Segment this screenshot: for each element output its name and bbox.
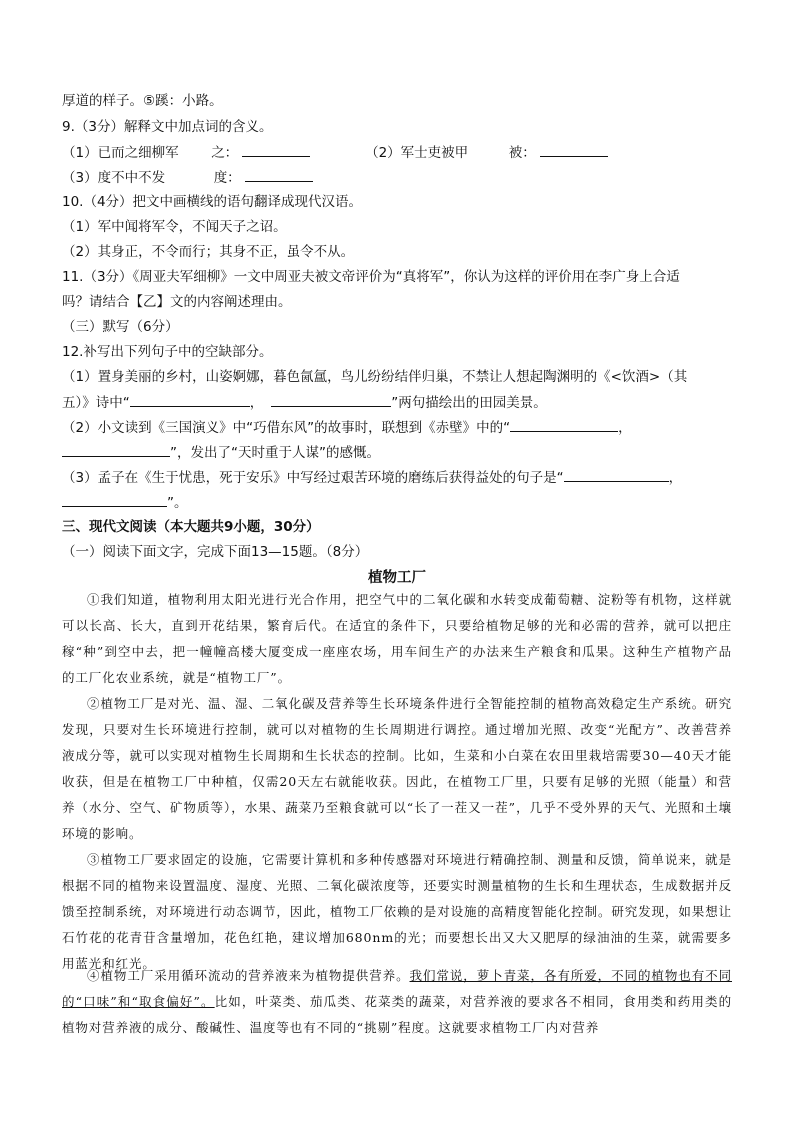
question-10-item-1: （1）军中闻将军令，不闻天子之诏。 (62, 219, 287, 235)
q9-item-1: （1）已而之细柳军 (62, 145, 179, 161)
article-paragraph-3: ③植物工厂要求固定的设施，它需要计算机和多种传感器对环境进行精确控制、测量和反馈，简单说来，就是根据不同的植物来设置温度、湿度、光照、二氧化碳浓度等，还要实时测量植物的生长和生理状态，生成数据并反馈至控制系统，对环境进行动态调节，因此，植物工厂依赖的是对设施的高精度智能化控制。研究发现，如果想让石竹花的花青苷含量增加，花色红艳，建议增加680nm的光；而要想长出又大又肥厚的绿油油的生菜，就需要多用蓝光和红光。 (62, 852, 733, 971)
question-12: 12.补写出下列句子中的空缺部分。 (62, 344, 273, 360)
article-paragraph-4: ④植物工厂采用循环流动的营养液来为植物提供营养。我们常说，萝卜青菜，各有所爱，不同的植物也有不同的“口味”和“取食偏好”。比如，叶菜类、茄瓜类、花菜类的蔬菜，对营养液的要求各不相同，食用类和药用类的植物对营养液的成分、酸碱性、温度等也有不同的“挑剔”程度。这就要求植物工厂内对营养 (62, 968, 733, 1035)
question-10-item-2: （2）其身正，不令而行；其身不正，虽令不从。 (62, 244, 355, 260)
question-9-items-row1 (62, 142, 608, 163)
question-11-line2: 吗？请结合【乙】文的内容阐述理由。 (62, 294, 292, 310)
part-3-title: 三、现代文阅读（本大题共9小题，30分） (62, 519, 320, 535)
underlined-sentence: 我们常说，萝卜青菜，各有所爱，不同的植物也有不同的“口味”和“取食偏好”。 (62, 968, 732, 1009)
answer-blank[interactable] (510, 417, 618, 432)
q9-item-2-label: 被： (508, 145, 536, 161)
q9-item-3-label: 度： (213, 170, 241, 186)
answer-blank[interactable] (130, 392, 250, 407)
question-11-line1: 11.（3分）《周亚夫军细柳》一文中周亚夫被文帝评价为“真将军”，你认为这样的评价用在李广身上合适 (62, 269, 680, 285)
q9-item-2: （2）军士吏被甲 (365, 145, 469, 161)
question-9: 9.（3分）解释文中加点词的含义。 (62, 119, 273, 135)
answer-blank[interactable] (564, 467, 669, 482)
question-10: 10.（4分）把文中画横线的语句翻译成现代汉语。 (62, 194, 363, 210)
q9-item-3: （3）度不中不发 (62, 170, 166, 186)
answer-blank[interactable] (271, 392, 391, 407)
answer-blank[interactable] (242, 142, 310, 157)
answer-blank[interactable] (245, 167, 313, 182)
part-3-subtitle: （一）阅读下面文字，完成下面13—15题。（8分） (62, 544, 369, 560)
question-12-item-2-line2: ”，发出了“天时重于人谋”的感慨。 (62, 442, 380, 463)
question-9-items-row2 (62, 167, 313, 188)
article-paragraph-1: ①我们知道，植物利用太阳光进行光合作用，把空气中的二氧化碳和水转变成葡萄糖、淀粉等有机物，这样就可以长高、长大，直到开花结果，繁育后代。在适宜的条件下，只要给植物足够的光和必需的营养，就可以把庄稼“种”到空中去，把一幢幢高楼大厦变成一座座农场，用车间生产的办法来生产粮食和瓜果。这种生产植物产品的工厂化农业系统，就是“植物工厂”。 (62, 592, 732, 685)
question-12-item-1-line2: 五）》诗中“ ， ”两句描绘出的田园美景。 (62, 392, 547, 413)
question-12-item-2-line1: （2）小文读到《三国演义》中“巧借东风”的故事时，联想到《赤壁》中的“ ， (62, 417, 632, 438)
article-title: 植物工厂 (368, 569, 426, 586)
footnote-line: 厚道的样子。⑤蹊：小路。 (62, 93, 223, 109)
section-dictation-title: （三）默写（6分） (62, 319, 179, 335)
article-paragraph-2: ②植物工厂是对光、温、湿、二氧化碳及营养等生长环境条件进行全智能控制的植物高效稳定生产系统。研究发现，只要对生长环境进行控制，就可以对植物的生长周期进行调控。通过增加光照、改变“光配方”、改善营养液成分等，就可以实现对植物生长周期和生长状态的控制。比如，生菜和小白菜在农田里栽培需要30—40天才能收获，但是在植物工厂中种植，仅需20天左右就能收获。因此，在植物工厂里，只要有足够的光照（能量）和营养（水分、空气、矿物质等），水果、蔬菜乃至粮食就可以“长了一茬又一茬”，几乎不受外界的天气、光照和土壤环境的影响。 (62, 696, 732, 841)
answer-blank[interactable] (540, 142, 608, 157)
question-12-item-1-line1: （1）置身美丽的乡村，山姿婀娜，暮色氤氲，鸟儿纷纷结伴归巢，不禁让人想起陶渊明的《<饮酒>（其 (62, 369, 688, 385)
question-12-item-3-line1: （3）孟子在《生于忧患，死于安乐》中写经过艰苦环境的磨练后获得益处的句子是“ ， (62, 467, 682, 488)
answer-blank[interactable] (62, 492, 167, 507)
q9-item-1-label: 之： (211, 145, 239, 161)
answer-blank[interactable] (62, 442, 170, 457)
question-12-item-3-line2: ”。 (62, 492, 188, 513)
